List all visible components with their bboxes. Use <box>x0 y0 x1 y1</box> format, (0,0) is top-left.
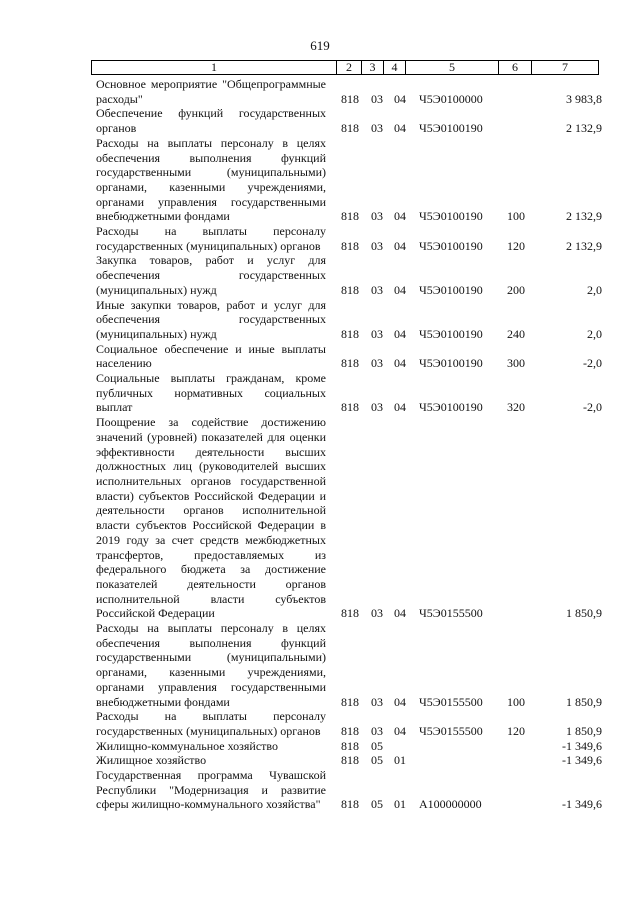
cell-c7: 1 850,9 <box>566 723 602 738</box>
cell-c6: 300 <box>507 356 525 371</box>
header-col-1: 1 <box>92 61 337 75</box>
table-row <box>0 709 640 738</box>
row-description: Расходы на выплаты персоналу в целях обеспечения выполнения функций государственными (муниципальными) органами, казенными учреждениями, органами управления государственными внебюджетными фондами <box>96 135 326 224</box>
cell-c4: 04 <box>394 723 406 738</box>
cell-c5: Ч5Э0100190 <box>419 209 483 224</box>
cell-c3: 03 <box>371 723 383 738</box>
cell-c7: 2,0 <box>587 326 602 341</box>
cell-c3: 03 <box>371 209 383 224</box>
cell-c2: 818 <box>341 326 359 341</box>
cell-c2: 818 <box>341 400 359 415</box>
cell-c3: 03 <box>371 91 383 106</box>
cell-c7: -1 349,6 <box>562 738 602 753</box>
cell-c7: 1 850,9 <box>566 694 602 709</box>
cell-c7: 2 132,9 <box>566 121 602 136</box>
table-row <box>0 753 640 768</box>
header-col-2: 2 <box>337 61 362 75</box>
cell-c4: 04 <box>394 400 406 415</box>
header-col-4: 4 <box>384 61 406 75</box>
row-description: Жилищно-коммунальное хозяйство <box>96 738 279 753</box>
row-description: Иные закупки товаров, работ и услуг для обеспечения государственных (муниципальных) нужд <box>96 297 326 341</box>
cell-c3: 03 <box>371 400 383 415</box>
cell-c7: 2,0 <box>587 282 602 297</box>
cell-c5: А100000000 <box>419 797 482 812</box>
table-row <box>0 768 640 812</box>
cell-c7: -2,0 <box>583 356 602 371</box>
cell-c5: Ч5Э0100000 <box>419 91 483 106</box>
cell-c3: 03 <box>371 121 383 136</box>
header-col-5: 5 <box>406 61 499 75</box>
table-row <box>0 106 640 135</box>
row-description: Расходы на выплаты персоналу государственных (муниципальных) органов <box>96 224 326 253</box>
cell-c3: 03 <box>371 282 383 297</box>
cell-c7: 2 132,9 <box>566 238 602 253</box>
cell-c5: Ч5Э0100190 <box>419 238 483 253</box>
cell-c4: 04 <box>394 121 406 136</box>
cell-c4: 04 <box>394 282 406 297</box>
table-row <box>0 298 640 342</box>
page-number: 619 <box>310 38 330 53</box>
cell-c3: 03 <box>371 356 383 371</box>
cell-c6: 320 <box>507 400 525 415</box>
cell-c3: 05 <box>371 797 383 812</box>
table-row <box>0 77 640 106</box>
cell-c3: 03 <box>371 606 383 621</box>
table-row <box>0 224 640 253</box>
cell-c6: 120 <box>507 238 525 253</box>
cell-c3: 05 <box>371 753 383 768</box>
cell-c2: 818 <box>341 282 359 297</box>
cell-c2: 818 <box>341 723 359 738</box>
cell-c7: -1 349,6 <box>562 753 602 768</box>
cell-c7: -1 349,6 <box>562 797 602 812</box>
cell-c4: 01 <box>394 753 406 768</box>
cell-c3: 05 <box>371 738 383 753</box>
table-row <box>0 739 640 754</box>
cell-c4: 04 <box>394 356 406 371</box>
row-description: Основное мероприятие "Общепрограммные расходы" <box>96 77 326 106</box>
cell-c2: 818 <box>341 209 359 224</box>
table-row <box>0 415 640 621</box>
cell-c7: 1 850,9 <box>566 606 602 621</box>
cell-c2: 818 <box>341 121 359 136</box>
header-col-7: 7 <box>532 61 599 75</box>
cell-c2: 818 <box>341 91 359 106</box>
row-description: Закупка товаров, работ и услуг для обеспечения государственных (муниципальных) нужд <box>96 253 326 297</box>
row-description: Обеспечение функций государственных органов <box>96 106 326 136</box>
cell-c2: 818 <box>341 797 359 812</box>
table-row <box>0 253 640 297</box>
column-header <box>91 60 599 75</box>
cell-c4: 04 <box>394 694 406 709</box>
cell-c5: Ч5Э0155500 <box>419 606 483 621</box>
cell-c2: 818 <box>341 238 359 253</box>
cell-c5: Ч5Э0155500 <box>419 694 483 709</box>
table-row <box>0 371 640 415</box>
cell-c4: 04 <box>394 91 406 106</box>
cell-c6: 240 <box>507 326 525 341</box>
cell-c7: -2,0 <box>583 400 602 415</box>
cell-c3: 03 <box>371 694 383 709</box>
table-row <box>0 621 640 709</box>
cell-c6: 200 <box>507 282 525 297</box>
header-col-6: 6 <box>499 61 532 75</box>
row-description: Государственная программа Чувашской Республики "Модернизация и развитие сферы жилищно-коммунального хозяйства" <box>96 768 326 812</box>
header-col-3: 3 <box>362 61 384 75</box>
cell-c2: 818 <box>341 606 359 621</box>
row-description: Поощрение за содействие достижению значений (уровней) показателей для оценки эффективности деятельности высших должностных лиц (руководителей высших исполнительных органов государственной власти) субъектов Российской Федерации и деятельности органов исполнительной власти субъектов Российской Федерации в 2019 году за счет средств межбюджетных трансфертов, предоставляемых из федерального бюджета за достижение показателей деятельности органов исполнительной власти субъектов Российской Федерации <box>96 415 326 621</box>
row-description: Социальные выплаты гражданам, кроме публичных нормативных социальных выплат <box>96 371 326 415</box>
cell-c5: Ч5Э0100190 <box>419 326 483 341</box>
table-row <box>0 342 640 371</box>
cell-c5: Ч5Э0100190 <box>419 282 483 297</box>
cell-c5: Ч5Э0155500 <box>419 723 483 738</box>
cell-c4: 01 <box>394 797 406 812</box>
budget-table-body <box>0 77 640 812</box>
cell-c6: 100 <box>507 209 525 224</box>
table-row <box>0 136 640 224</box>
cell-c4: 04 <box>394 606 406 621</box>
row-description: Жилищное хозяйство <box>96 753 207 768</box>
cell-c6: 120 <box>507 723 525 738</box>
cell-c5: Ч5Э0100190 <box>419 356 483 371</box>
row-description: Социальное обеспечение и иные выплаты населению <box>96 341 326 371</box>
cell-c7: 2 132,9 <box>566 209 602 224</box>
cell-c5: Ч5Э0100190 <box>419 121 483 136</box>
cell-c3: 03 <box>371 238 383 253</box>
cell-c2: 818 <box>341 753 359 768</box>
cell-c5: Ч5Э0100190 <box>419 400 483 415</box>
cell-c4: 04 <box>394 209 406 224</box>
cell-c2: 818 <box>341 356 359 371</box>
cell-c7: 3 983,8 <box>566 91 602 106</box>
cell-c4: 04 <box>394 326 406 341</box>
cell-c2: 818 <box>341 738 359 753</box>
cell-c6: 100 <box>507 694 525 709</box>
cell-c2: 818 <box>341 694 359 709</box>
cell-c3: 03 <box>371 326 383 341</box>
cell-c4: 04 <box>394 238 406 253</box>
row-description: Расходы на выплаты персоналу в целях обеспечения выполнения функций государственными (муниципальными) органами, казенными учреждениями, органами управления государственными внебюджетными фондами <box>96 621 326 709</box>
row-description: Расходы на выплаты персоналу государственных (муниципальных) органов <box>96 709 326 738</box>
